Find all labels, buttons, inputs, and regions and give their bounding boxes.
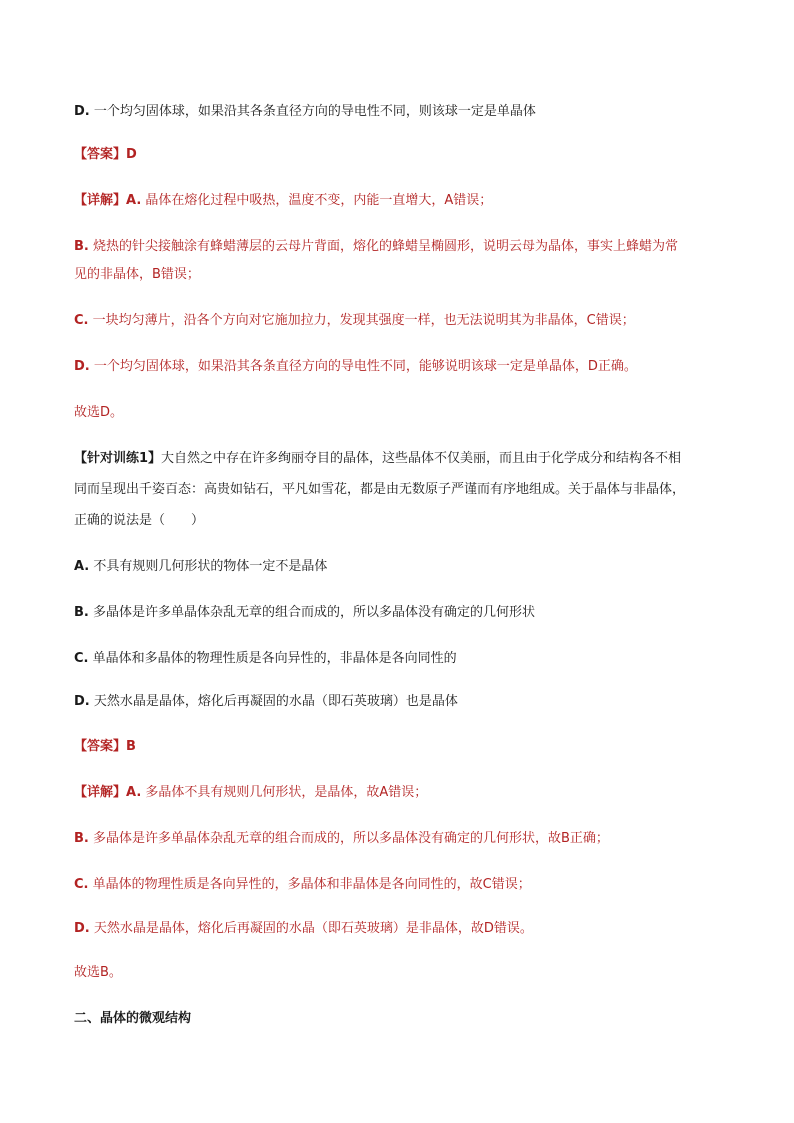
- question-stem-line2: 同而呈现出千姿百态：高贵如钻石，平凡如雪花，都是由无数原子严谨而有序地组成。关于晶体与非晶体，: [74, 482, 686, 497]
- explanation-conclusion: 故选D。: [74, 405, 124, 420]
- explanation-b: B. 多晶体是许多单晶体杂乱无章的组合而成的，所以多晶体没有确定的几何形状，故B正确；: [74, 831, 609, 846]
- explanation-c: C. 单晶体的物理性质是各向异性的，多晶体和非晶体是各向同性的，故C错误；: [74, 877, 531, 892]
- explanation-conclusion: 故选B。: [74, 965, 122, 980]
- explanation-c: C. 一块均匀薄片，沿各个方向对它施加拉力，发现其强度一样，也无法说明其为非晶体，C错误；: [74, 313, 635, 328]
- option-d: D. 一个均匀固体球，如果沿其各条直径方向的导电性不同，则该球一定是单晶体: [74, 104, 536, 119]
- option-b: B. 多晶体是许多单晶体杂乱无章的组合而成的，所以多晶体没有确定的几何形状: [74, 605, 536, 620]
- explanation-d: D. 一个均匀固体球，如果沿其各条直径方向的导电性不同，能够说明该球一定是单晶体，D正确。: [74, 359, 637, 374]
- explanation-a: 【详解】A. 晶体在熔化过程中吸热，温度不变，内能一直增大，A错误；: [74, 193, 493, 208]
- explanation-d: D. 天然水晶是晶体，熔化后再凝固的水晶（即石英玻璃）是非晶体，故D错误。: [74, 921, 533, 936]
- explanation-b-line2: 见的非晶体，B错误；: [74, 267, 200, 282]
- option-c: C. 单晶体和多晶体的物理性质是各向异性的，非晶体是各向同性的: [74, 651, 457, 666]
- answer-line: 【答案】B: [74, 739, 136, 754]
- explanation-a: 【详解】A. 多晶体不具有规则几何形状，是晶体，故A错误；: [74, 785, 428, 800]
- question-stem-line1: 【针对训练1】大自然之中存在许多绚丽夺目的晶体，这些晶体不仅美丽，而且由于化学成分和结构各不相: [74, 451, 682, 466]
- option-d: D. 天然水晶是晶体，熔化后再凝固的水晶（即石英玻璃）也是晶体: [74, 694, 458, 709]
- option-a: A. 不具有规则几何形状的物体一定不是晶体: [74, 559, 328, 574]
- question-stem-line3: 正确的说法是（ ）: [74, 513, 205, 528]
- explanation-b-line1: B. 烧热的针尖接触涂有蜂蜡薄层的云母片背面，熔化的蜂蜡呈椭圆形，说明云母为晶体，事实上蜂蜡为常: [74, 239, 679, 254]
- section-heading: 二、晶体的微观结构: [74, 1011, 192, 1026]
- answer-line: 【答案】D: [74, 147, 137, 162]
